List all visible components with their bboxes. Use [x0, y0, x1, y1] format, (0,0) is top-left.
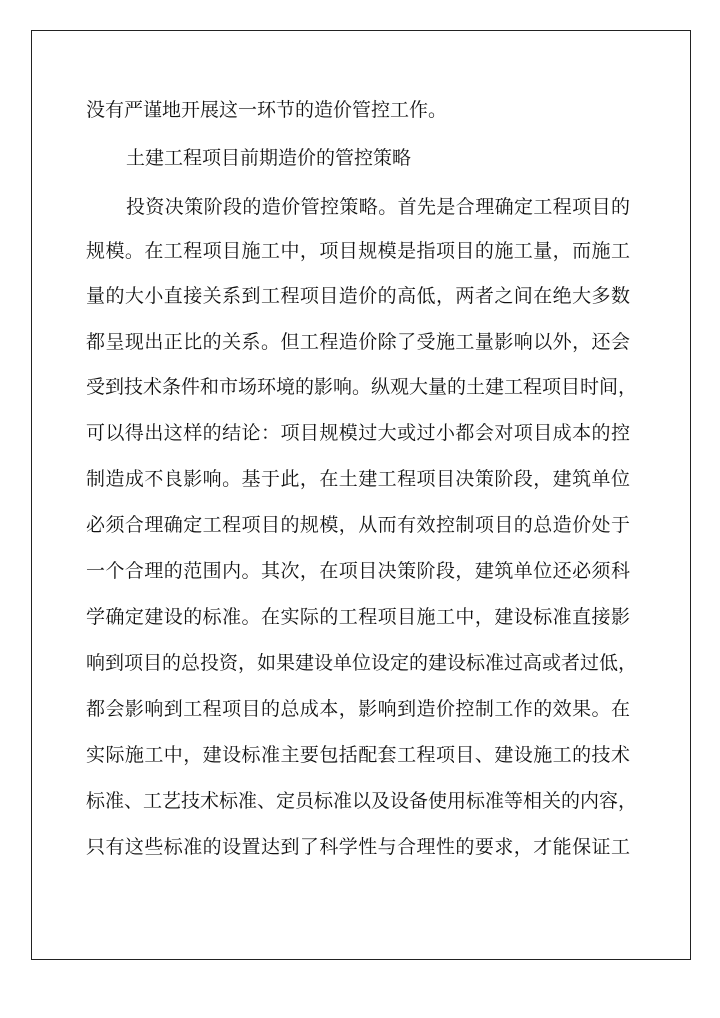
paragraph-line-15: 只有这些标准的设置达到了科学性与合理性的要求，才能保证工 — [86, 836, 630, 858]
paragraph-line-11: 响到项目的总投资，如果建设单位设定的建设标准过高或者过低， — [86, 652, 638, 674]
paragraph-line-3: 量的大小直接关系到工程项目造价的高低，两者之间在绝大多数 — [86, 285, 630, 307]
paragraph-line-12: 都会影响到工程项目的总成本，影响到造价控制工作的效果。在 — [86, 698, 630, 720]
paragraph-line-10: 学确定建设的标准。在实际的工程项目施工中，建设标准直接影 — [86, 606, 630, 628]
paragraph-line-6: 可以得出这样的结论：项目规模过大或过小都会对项目成本的控 — [86, 422, 630, 444]
text-line-1: 没有严谨地开展这一环节的造价管控工作。 — [86, 99, 448, 121]
paragraph-line-4: 都呈现出正比的关系。但工程造价除了受施工量影响以外，还会 — [86, 331, 630, 353]
paragraph-line-1: 投资决策阶段的造价管控策略。首先是合理确定工程项目的 — [126, 196, 630, 218]
paragraph-line-9: 一个合理的范围内。其次，在项目决策阶段，建筑单位还必须科 — [86, 560, 630, 582]
section-heading: 土建工程项目前期造价的管控策略 — [126, 147, 412, 169]
paragraph-line-7: 制造成不良影响。基于此，在土建工程项目决策阶段，建筑单位 — [86, 468, 630, 490]
paragraph-line-5: 受到技术条件和市场环境的影响。纵观大量的土建工程项目时间， — [86, 376, 638, 398]
paragraph-line-8: 必须合理确定工程项目的规模，从而有效控制项目的总造价处于 — [86, 514, 630, 536]
paragraph-line-2: 规模。在工程项目施工中，项目规模是指项目的施工量，而施工 — [86, 240, 630, 262]
paragraph-line-13: 实际施工中，建设标准主要包括配套工程项目、建设施工的技术 — [86, 744, 630, 766]
paragraph-line-14: 标准、工艺技术标准、定员标准以及设备使用标准等相关的内容， — [86, 790, 638, 812]
